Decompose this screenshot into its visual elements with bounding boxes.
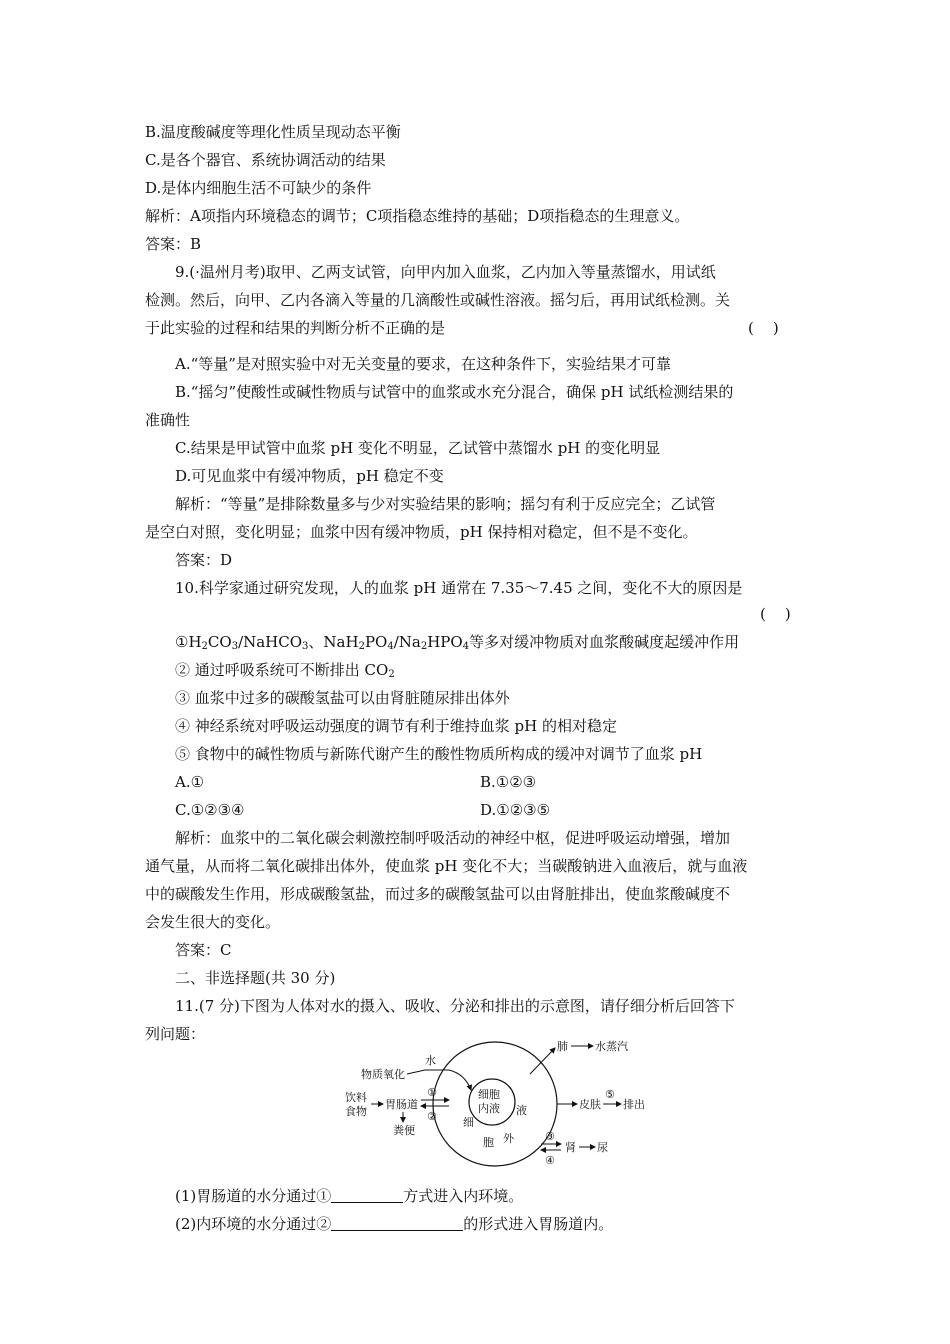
option-c-line: C.是各个器官、系统协调活动的结果	[145, 151, 386, 169]
q10-solution-1: 解析：血浆中的二氧化碳会刺激控制呼吸活动的神经中枢，促进呼吸运动增强，增加	[175, 829, 731, 847]
cell-label-1: 细胞	[478, 1088, 500, 1101]
q9-answer-paren: ( )	[748, 319, 779, 337]
q10-item-3: ③ 血浆中过多的碳酸氢盐可以由肾脏随尿排出体外	[175, 689, 510, 707]
q11-stem-2: 列问题：	[145, 1025, 206, 1043]
arrow-3-label: ③	[545, 1130, 555, 1143]
option-b-line: B.温度酸碱度等理化性质呈现动态平衡	[145, 123, 401, 141]
section-heading: 二、非选择题(共 30 分)	[175, 969, 336, 987]
arrow-4-label: ④	[545, 1154, 555, 1167]
q10-item-2: ② 通过呼吸系统可不断排出 $CO_2$	[175, 661, 395, 680]
q9-solution-1: 解析：“等量”是排除数量多与少对实验结果的影响；摇匀有利于反应完全；乙试管	[175, 495, 716, 513]
q9-solution-2: 是空白对照，变化明显；血浆中因有缓冲物质，pH 保持相对稳定，但不是不变化。	[145, 523, 698, 541]
q10-solution-2: 通气量，从而将二氧化碳排出体外，使血浆 pH 变化不大；当碳酸钠进入血液后，就与血液	[145, 857, 748, 875]
q11-stem-1: 11.(7 分)下图为人体对水的摄入、吸收、分泌和排出的示意图，请仔细分析后回答下	[175, 997, 735, 1015]
q8-solution: 解析：A项指内环境稳态的调节；C项指稳态维持的基础；D项指稳态的生理意义。	[145, 207, 690, 225]
q10-item-4: ④ 神经系统对呼吸运动强度的调节有利于维持血浆 pH 的相对稳定	[175, 717, 617, 735]
q10-stem: 10.科学家通过研究发现，人的血浆 pH 通常在 7.35～7.45 之间，变化不大的原因是	[175, 579, 743, 597]
kidney-label: 肾	[565, 1141, 576, 1154]
gut-label: 胃肠道	[385, 1098, 418, 1111]
q10-answer: 答案：C	[175, 941, 232, 959]
q9-option-d: D.可见血浆中有缓冲物质，pH 稳定不变	[175, 467, 444, 485]
option-d-line: D.是体内细胞生活不可缺少的条件	[145, 179, 372, 197]
oxidation-label: 物质氧化	[361, 1068, 405, 1081]
q9-stem-1: 9.(·温州月考)取甲、乙两支试管，向甲内加入血浆，乙内加入等量蒸馏水，用试纸	[175, 263, 716, 281]
water-label: 水	[425, 1054, 436, 1067]
arrow-1-label: ①	[427, 1086, 437, 1099]
arrow-2-label: ②	[427, 1110, 437, 1123]
q10-solution-3: 中的碳酸发生作用，形成碳酸氢盐，而过多的碳酸氢盐可以由肾脏排出，使血浆酸碱度不	[145, 885, 731, 903]
blank-1[interactable]	[331, 1188, 403, 1203]
blank-2[interactable]	[331, 1216, 463, 1231]
q8-answer: 答案：B	[145, 235, 202, 253]
vapor-label: 水蒸汽	[595, 1040, 628, 1053]
q9-option-b-1: B.“摇匀”使酸性或碱性物质与试管中的血浆或水充分混合，确保 pH 试纸检测结果的	[175, 383, 734, 401]
feces-label: 粪便	[393, 1124, 415, 1137]
q9-option-b-2: 准确性	[145, 411, 191, 429]
ext-label-2: 液	[516, 1104, 527, 1117]
excrete-label: 排出	[623, 1098, 645, 1111]
q11-part-1: (1)胃肠道的水分通过① 方式进入内环境。	[175, 1187, 524, 1205]
q10-solution-4: 会发生很大的变化。	[145, 913, 281, 931]
ext-label-1: 细	[463, 1116, 474, 1129]
q9-option-c: C.结果是甲试管中血浆 pH 变化不明显，乙试管中蒸馏水 pH 的变化明显	[175, 439, 661, 457]
q11-part-2: (2)内环境的水分通过② 的形式进入胃肠道内。	[175, 1215, 614, 1233]
ext-label-4: 外	[503, 1132, 514, 1145]
q9-answer: 答案：D	[175, 551, 233, 569]
skin-label: 皮肤	[579, 1098, 601, 1111]
q10-choice-c: C.①②③④	[175, 801, 245, 819]
q10-item-1: $①H_2CO_3/NaHCO_3$、$NaH_2PO_4/Na_2HPO_4$等多对缓冲物质对血浆酸碱度起缓冲作用	[175, 633, 740, 652]
q10-choice-a: A.①	[175, 773, 205, 791]
water-balance-diagram	[345, 1028, 645, 1178]
q10-answer-paren: ( )	[760, 605, 791, 623]
q10-item-5: ⑤ 食物中的碱性物质与新陈代谢产生的酸性物质所构成的缓冲对调节了血浆 pH	[175, 745, 703, 763]
q9-option-a: A.“等量”是对照实验中对无关变量的要求，在这种条件下，实验结果才可靠	[175, 355, 671, 373]
lung-label: 肺	[557, 1040, 568, 1053]
food-label: 食物	[345, 1105, 367, 1118]
q9-stem-3: 于此实验的过程和结果的判断分析不正确的是	[145, 319, 446, 337]
urine-label: 尿	[597, 1141, 608, 1154]
drink-label: 饮料	[345, 1091, 367, 1104]
q10-choice-d: D.①②③⑤	[480, 801, 551, 819]
q10-choice-b: B.①②③	[480, 773, 537, 791]
cell-label-2: 内液	[478, 1102, 500, 1115]
q9-stem-2: 检测。然后，向甲、乙内各滴入等量的几滴酸性或碱性溶液。摇匀后，再用试纸检测。关	[145, 291, 731, 309]
arrow-5-label: ⑤	[605, 1088, 615, 1101]
ext-label-3: 胞	[483, 1136, 494, 1149]
